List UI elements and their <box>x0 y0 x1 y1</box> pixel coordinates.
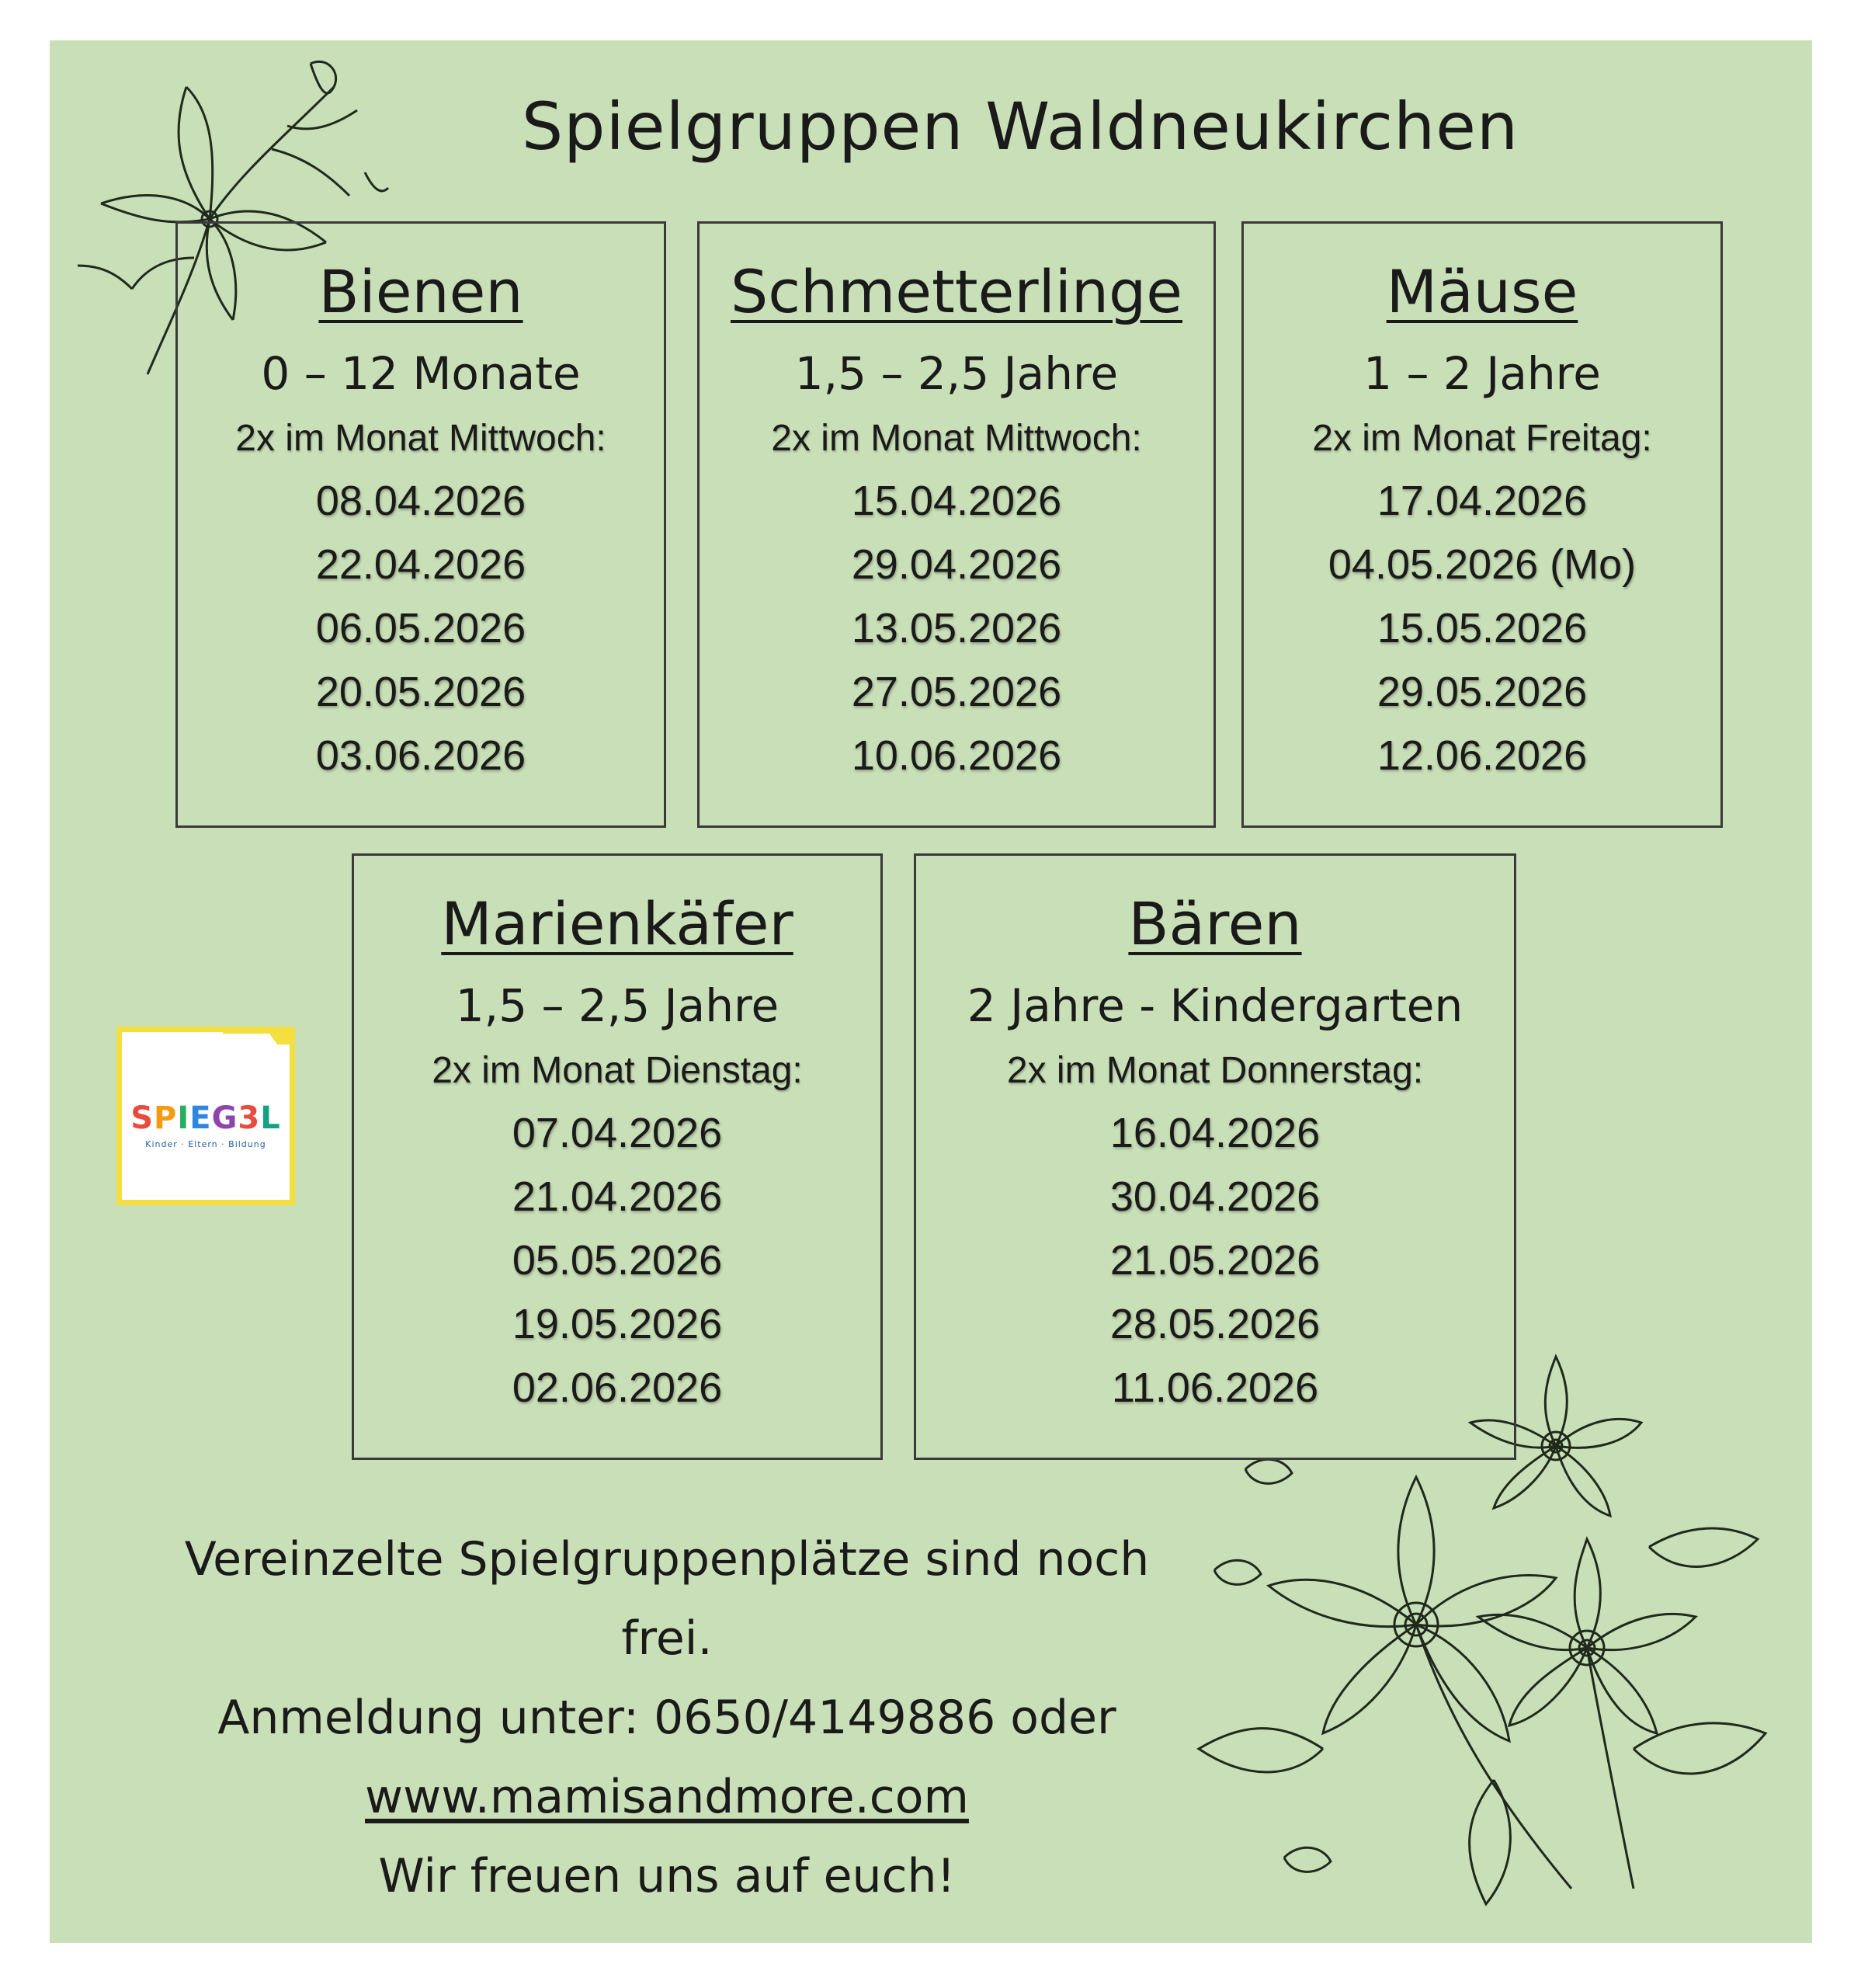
date-item: 19.05.2026 <box>512 1301 723 1347</box>
group-age: 2 Jahre - Kindergarten <box>967 979 1463 1032</box>
date-item: 29.05.2026 <box>1377 669 1588 715</box>
date-item: 10.06.2026 <box>851 732 1062 779</box>
group-age: 1,5 – 2,5 Jahre <box>455 979 779 1032</box>
date-item: 27.05.2026 <box>851 669 1062 715</box>
date-item: 07.04.2026 <box>512 1110 723 1156</box>
group-card-bienen <box>175 221 666 828</box>
logo-wordmark: SPIEG3L <box>130 1100 281 1136</box>
group-name: Bienen <box>318 257 523 326</box>
group-name: Schmetterlinge <box>731 257 1182 326</box>
group-frequency: 2x im Monat Donnerstag: <box>1006 1050 1424 1091</box>
date-item: 11.06.2026 <box>1111 1364 1319 1411</box>
spiegel-logo <box>116 1027 295 1205</box>
date-item: 05.05.2026 <box>512 1237 723 1284</box>
footer-phone-line: Anmeldung unter: 0650/4149886 oder <box>217 1691 1116 1745</box>
logo-tab-icon <box>223 1029 293 1052</box>
footer-text <box>151 1520 1183 1916</box>
poster <box>50 40 1812 1943</box>
website-link[interactable]: www.mamisandmore.com <box>365 1770 969 1824</box>
date-list <box>1328 469 1636 787</box>
date-item: 29.04.2026 <box>851 541 1062 588</box>
group-name: Marienkäfer <box>441 889 793 958</box>
footer-line: Vereinzelte Spielgruppenplätze sind noch <box>184 1532 1150 1587</box>
date-item: 17.04.2026 <box>1377 478 1588 524</box>
date-item: 12.06.2026 <box>1377 732 1588 779</box>
group-age: 1,5 – 2,5 Jahre <box>794 347 1119 400</box>
date-item: 20.05.2026 <box>315 669 526 715</box>
group-frequency: 2x im Monat Mittwoch: <box>235 418 606 459</box>
date-item: 28.05.2026 <box>1109 1301 1321 1347</box>
group-card-baeren <box>914 853 1516 1460</box>
date-item: 22.04.2026 <box>315 541 526 588</box>
date-list <box>852 469 1061 787</box>
page-title: Spielgruppen Waldneukirchen <box>521 89 1519 165</box>
date-item: 15.04.2026 <box>851 478 1062 524</box>
date-list <box>316 469 526 787</box>
date-item: 06.05.2026 <box>315 605 526 652</box>
date-item: 16.04.2026 <box>1109 1110 1321 1156</box>
date-item: 30.04.2026 <box>1109 1173 1321 1220</box>
date-item: 13.05.2026 <box>851 605 1062 652</box>
group-frequency: 2x im Monat Dienstag: <box>432 1050 803 1091</box>
logo-tagline: Kinder · Eltern · Bildung <box>145 1139 266 1149</box>
date-item: 02.06.2026 <box>512 1364 723 1411</box>
group-card-schmetterlinge <box>697 221 1216 828</box>
footer-line: frei. <box>621 1611 713 1666</box>
group-name: Mäuse <box>1386 257 1578 326</box>
date-item: 15.05.2026 <box>1377 605 1588 652</box>
date-item: 21.04.2026 <box>512 1173 723 1220</box>
footer-closing: Wir freuen uns auf euch! <box>378 1849 956 1903</box>
date-item: 03.06.2026 <box>315 732 526 779</box>
date-item: 04.05.2026 (Mo) <box>1328 541 1637 588</box>
group-name: Bären <box>1128 889 1302 958</box>
date-list <box>512 1101 722 1420</box>
group-card-maeuse <box>1241 221 1723 828</box>
group-age: 1 – 2 Jahre <box>1363 347 1601 400</box>
group-card-marienkaefer <box>352 853 883 1460</box>
group-frequency: 2x im Monat Mittwoch: <box>771 418 1142 459</box>
date-item: 21.05.2026 <box>1109 1237 1321 1284</box>
date-list <box>1110 1101 1320 1420</box>
group-frequency: 2x im Monat Freitag: <box>1312 418 1652 459</box>
group-age: 0 – 12 Monate <box>261 347 581 400</box>
date-item: 08.04.2026 <box>315 478 526 524</box>
